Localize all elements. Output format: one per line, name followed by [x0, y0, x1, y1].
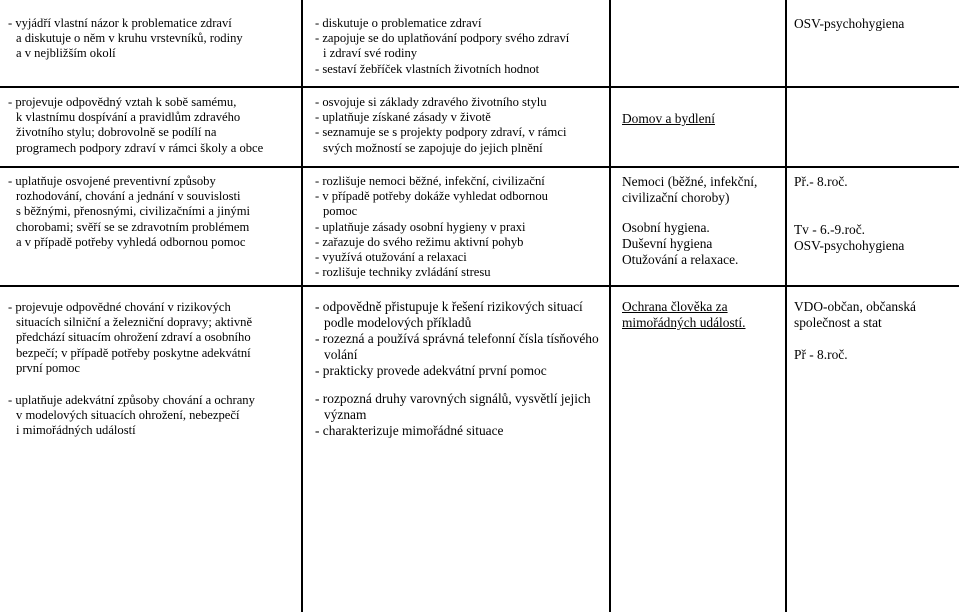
text-line: chorobami; svěří se se zdravotním problémem [16, 219, 250, 234]
text-line: - vyjádří vlastní názor k problematice zdraví [8, 16, 232, 30]
text-line: - prakticky provede adekvátní první pomoc [315, 363, 547, 378]
row3-outcomes [8, 174, 250, 250]
text-line: - seznamuje se s projekty podpory zdraví, v rámci [315, 125, 567, 140]
text-line: Nemoci (běžné, infekční, [622, 174, 758, 189]
text-line: situacích silniční a železniční dopravy; aktivně [16, 315, 253, 330]
text-line: Př.- 8.roč. [794, 174, 848, 189]
text-line: - využívá otužování a relaxaci [315, 250, 467, 265]
text-line: mimořádných událostí. [622, 315, 746, 330]
row4-outcomes-a [8, 300, 252, 376]
row-divider [0, 86, 959, 88]
text-line: bezpečí; v případě potřeby poskytne adekvátní [16, 345, 251, 360]
text-line: VDO-občan, občanská [794, 299, 916, 314]
text-line: programech podpory zdraví v rámci školy a obce [16, 140, 264, 155]
spacer [794, 206, 904, 222]
text-line: civilizační choroby) [622, 190, 730, 205]
spacer [794, 190, 904, 206]
text-line: - rozezná a používá správná telefonní čísla tísňového [315, 331, 599, 346]
row4-curriculum-a [315, 299, 599, 379]
row4-topic [622, 299, 745, 331]
row-divider [0, 285, 959, 287]
text-line: - projevuje odpovědný vztah k sobě samému, [8, 95, 237, 109]
text-line: společnost a stat [794, 315, 882, 330]
column-divider [609, 0, 611, 612]
text-line: s běžnými, přenosnými, civilizačními a jinými [16, 204, 250, 219]
row2-topic [622, 111, 715, 127]
text-line: OSV-psychohygiena [794, 16, 905, 31]
column-divider [785, 0, 787, 612]
text-line: a v případě potřeby vyhledá odbornou pomoc [16, 234, 246, 249]
text-line: - rozpozná druhy varovných signálů, vysvětlí jejich [315, 391, 591, 406]
row2-curriculum [315, 95, 566, 156]
text-line: Osobní hygiena. [622, 220, 710, 235]
text-line: význam [324, 407, 367, 422]
text-line: - osvojuje si základy zdravého životního stylu [315, 95, 547, 109]
text-line: svých možností se zapojuje do jejich plnění [323, 140, 543, 155]
text-line: - zařazuje do svého režimu aktivní pohyb [315, 234, 524, 249]
text-line: - charakterizuje mimořádné situace [315, 423, 504, 438]
row3-crosscurricular [794, 174, 904, 254]
text-line: - projevuje odpovědné chování v rizikových [8, 300, 231, 314]
text-line: Duševní hygiena [622, 236, 713, 251]
text-line: - rozlišuje techniky zvládání stresu [315, 265, 491, 280]
text-line: - rozlišuje nemoci běžné, infekční, civilizační [315, 174, 545, 188]
text-line: Př - 8.roč. [794, 347, 848, 362]
text-line: v modelových situacích ohrožení, nebezpečí [16, 408, 240, 423]
spacer [794, 331, 916, 347]
row4-crosscurricular [794, 299, 916, 363]
text-line: podle modelových příkladů [324, 315, 472, 330]
text-line: - odpovědně přistupuje k řešení rizikových situací [315, 299, 583, 314]
text-line: Tv - 6.-9.roč. [794, 222, 866, 237]
text-line: - uplatňuje adekvátní způsoby chování a ochrany [8, 393, 255, 407]
text-line: - diskutuje o problematice zdraví [315, 16, 482, 30]
text-line: - zapojuje se do uplatňování podpory svého zdraví [315, 31, 570, 46]
row1-curriculum [315, 16, 569, 77]
text-line: Ochrana člověka za [622, 299, 728, 314]
row1-outcomes [8, 16, 243, 62]
row2-outcomes [8, 95, 263, 156]
text-line: předchází situacím ohrožení zdraví a osobního [16, 330, 251, 345]
row3-curriculum [315, 174, 548, 280]
text-line: i mimořádných událostí [16, 423, 136, 438]
text-line: a v nejbližším okolí [16, 46, 116, 61]
text-line: volání [324, 347, 358, 362]
row1-crosscurricular [794, 16, 904, 32]
text-line: - uplatňuje získané zásady v životě [315, 110, 491, 125]
row-divider [0, 166, 959, 168]
text-line: životního stylu; dobrovolně se podílí na [16, 125, 217, 140]
text-line: i zdraví své rodiny [323, 46, 418, 61]
text-line: první pomoc [16, 360, 81, 375]
text-line: - sestaví žebříček vlastních životních hodnot [315, 61, 540, 76]
text-line: - uplatňuje osvojené preventivní způsoby [8, 174, 216, 188]
text-line: k vlastnímu dospívání a pravidlům zdravého [16, 110, 241, 125]
row4-curriculum-b [315, 391, 591, 439]
text-line: OSV-psychohygiena [794, 238, 905, 253]
text-line: rozhodování, chování a jednání v souvislosti [16, 189, 241, 204]
text-line: a diskutuje o něm v kruhu vrstevníků, rodiny [16, 31, 243, 46]
row4-outcomes-b [8, 393, 255, 439]
column-divider [301, 0, 303, 612]
text-line: pomoc [323, 204, 358, 219]
row3-topics [622, 174, 757, 268]
text-line: Otužování a relaxace. [622, 252, 739, 267]
text-line: Domov a bydlení [622, 111, 715, 126]
spacer [622, 206, 757, 220]
text-line: - v případě potřeby dokáže vyhledat odbornou [315, 189, 548, 204]
text-line: - uplatňuje zásady osobní hygieny v praxi [315, 219, 526, 234]
